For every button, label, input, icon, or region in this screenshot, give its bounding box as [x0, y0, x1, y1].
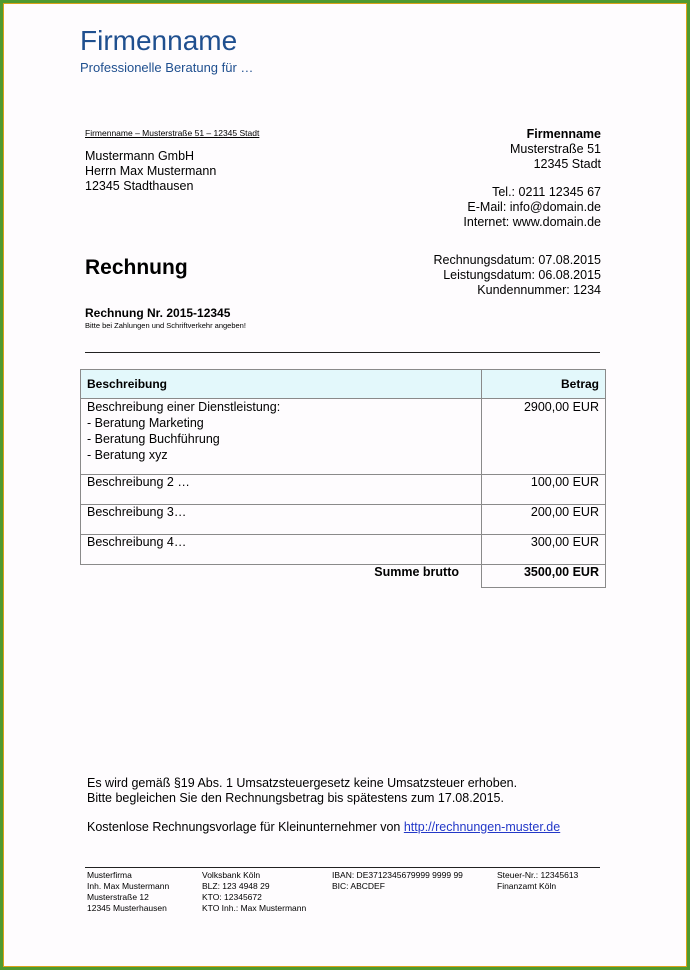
- template-credit: [87, 820, 560, 835]
- invoice-number-hint: Bitte bei Zahlungen und Schriftverkehr angeben!: [85, 321, 246, 330]
- footer-text: BLZ: 123 4948 29: [202, 881, 270, 891]
- total-row: [81, 565, 606, 588]
- total-value: 3500,00 EUR: [482, 565, 606, 588]
- row-description: [81, 399, 482, 475]
- customer-number: Kundennummer: 1234: [477, 283, 601, 297]
- row-amount: 300,00 EUR: [482, 535, 606, 565]
- row-description: Beschreibung 4…: [81, 535, 482, 565]
- row-description: Beschreibung 2 …: [81, 475, 482, 505]
- recipient-person: Herrn Max Mustermann: [85, 164, 217, 178]
- header-description: Beschreibung: [81, 370, 482, 399]
- footer-text: KTO Inh.: Max Mustermann: [202, 903, 307, 913]
- company-website: Internet: www.domain.de: [463, 215, 601, 229]
- description-line: - Beratung Buchführung: [87, 432, 220, 446]
- table-row: [81, 475, 606, 505]
- invoice-dates: [434, 253, 602, 298]
- row-amount: 200,00 EUR: [482, 505, 606, 535]
- template-credit-text: Kostenlose Rechnungsvorlage für Kleinunternehmer von: [87, 820, 404, 834]
- footer-text: Musterstraße 12: [87, 892, 149, 902]
- brand-subtitle: Professionelle Beratung für …: [80, 60, 254, 75]
- footer-text: Inh. Max Mustermann: [87, 881, 170, 891]
- sender-address-line: Firmenname – Musterstraße 51 – 12345 Stadt: [85, 128, 260, 138]
- footer-text: Volksbank Köln: [202, 870, 261, 880]
- invoice-title: Rechnung: [85, 256, 188, 279]
- footer-tax: [497, 870, 578, 892]
- description-line: - Beratung Marketing: [87, 416, 204, 430]
- footer-text: Steuer-Nr.: 12345613: [497, 870, 579, 880]
- invoice-notes: [87, 776, 560, 835]
- footer-text: BIC: ABCDEF: [332, 881, 385, 891]
- description-line: Beschreibung einer Dienstleistung:: [87, 400, 281, 414]
- footer-iban: [332, 870, 463, 892]
- footer-text: Musterfirma: [87, 870, 132, 880]
- total-label: Summe brutto: [374, 565, 459, 579]
- description-line: - Beratung xyz: [87, 448, 168, 462]
- row-description: Beschreibung 3…: [81, 505, 482, 535]
- company-city: 12345 Stadt: [533, 157, 601, 171]
- brand-title: Firmenname: [80, 25, 238, 56]
- footer-divider: [85, 867, 600, 868]
- tax-note: Es wird gemäß §19 Abs. 1 Umsatzsteuergesetz keine Umsatzsteuer erhoben.: [87, 776, 518, 790]
- row-amount: 100,00 EUR: [482, 475, 606, 505]
- row-amount: 2900,00 EUR: [482, 399, 606, 475]
- recipient-city: 12345 Stadthausen: [85, 179, 194, 193]
- payment-note: Bitte begleichen Sie den Rechnungsbetrag bis spätestens zum 17.08.2015.: [87, 791, 504, 805]
- divider: [85, 352, 600, 353]
- company-contact: [463, 185, 601, 230]
- header-amount: Betrag: [482, 370, 606, 399]
- company-name: Firmenname: [526, 127, 601, 141]
- footer-text: KTO: 12345672: [202, 892, 262, 902]
- table-row: [81, 535, 606, 565]
- table-row: [81, 399, 606, 475]
- template-credit-link[interactable]: http://rechnungen-muster.de: [403, 820, 561, 834]
- footer-text: Finanzamt Köln: [497, 881, 557, 891]
- service-date: Leistungsdatum: 06.08.2015: [443, 268, 601, 282]
- company-address: [510, 127, 601, 172]
- table-row: [81, 505, 606, 535]
- footer-company: [87, 870, 169, 914]
- company-phone: Tel.: 0211 12345 67: [492, 185, 601, 199]
- company-email: E-Mail: info@domain.de: [467, 200, 601, 214]
- invoice-items-table: [80, 369, 606, 588]
- recipient-address: [85, 149, 216, 194]
- recipient-company: Mustermann GmbH: [85, 149, 195, 163]
- footer-text: IBAN: DE3712345679999 9999 99: [332, 870, 463, 880]
- footer-bank: [202, 870, 306, 914]
- company-street: Musterstraße 51: [509, 142, 601, 156]
- table-header-row: [81, 370, 606, 399]
- footer-text: 12345 Musterhausen: [87, 903, 167, 913]
- invoice-number: Rechnung Nr. 2015-12345: [85, 306, 231, 320]
- invoice-date: Rechnungsdatum: 07.08.2015: [433, 253, 601, 267]
